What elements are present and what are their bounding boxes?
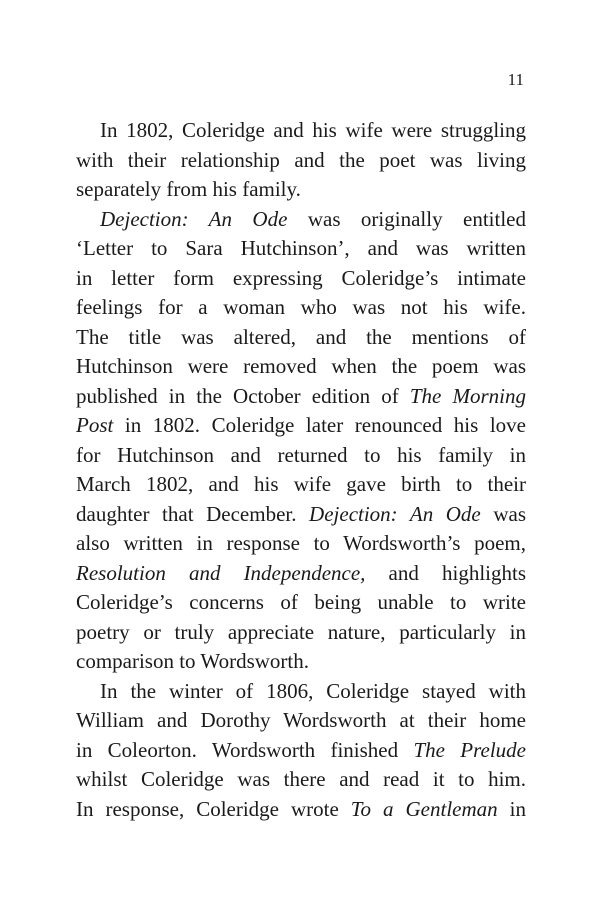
page-number: 11 [507,70,524,89]
text-line: comparison to Wordsworth. [76,649,309,673]
italic-title: Dejection: An Ode [309,501,481,526]
text-segment: and highlights [365,560,526,585]
text-line: In 1802, Coleridge and his wife were struggling [100,118,526,142]
text-line: with their relationship and the poet was living [76,147,526,172]
text-segment: was [480,501,526,526]
text-segment: was originally entitled [287,206,526,231]
text-segment: published in the October edition of [76,383,410,408]
text-line [76,205,526,235]
text-line: ‘Letter to Sara Hutchinson’, and was written [76,236,526,260]
body-text [76,116,526,824]
text-line: March 1802, and his wife gave birth to their [76,472,526,496]
italic-title: Dejection: An Ode [100,206,288,231]
italic-title: Resolution and Independence, [76,560,366,585]
text-line: William and Dorothy Wordsworth at their home [76,708,526,732]
text-line: separately from his family. [76,177,301,201]
text-segment: in 1802. Coleridge later renounced his love [113,413,526,437]
text-line [76,382,526,412]
text-line [76,500,526,530]
text-segment: in Coleorton. Wordsworth finished [76,737,414,762]
text-line: poetry or truly appreciate nature, particularly in [76,619,526,644]
text-line: In the winter of 1806, Coleridge stayed with [100,678,526,703]
italic-title: The Morning [409,383,527,408]
text-line: Coleridge’s concerns of being unable to write [76,590,526,614]
text-segment: daughter that December. [76,501,310,526]
text-segment: In response, Coleridge wrote [76,796,351,821]
text-line: The title was altered, and the mentions of [76,324,526,349]
text-line [76,559,526,589]
italic-title: To a Gentleman [350,796,498,821]
text-line [76,795,526,825]
text-line: whilst Coleridge was there and read it to him. [76,767,526,791]
text-line [76,411,526,441]
text-line [76,736,526,766]
text-line: feelings for a woman who was not his wife. [76,295,526,319]
italic-title: The Prelude [413,737,526,762]
text-line: also written in response to Wordsworth’s poem, [76,531,526,555]
text-line: Hutchinson were removed when the poem was [76,354,526,378]
text-line: in letter form expressing Coleridge’s intimate [76,265,526,290]
text-line: for Hutchinson and returned to his family in [76,442,526,467]
text-segment: in [497,796,526,821]
italic-title: Post [76,413,114,437]
